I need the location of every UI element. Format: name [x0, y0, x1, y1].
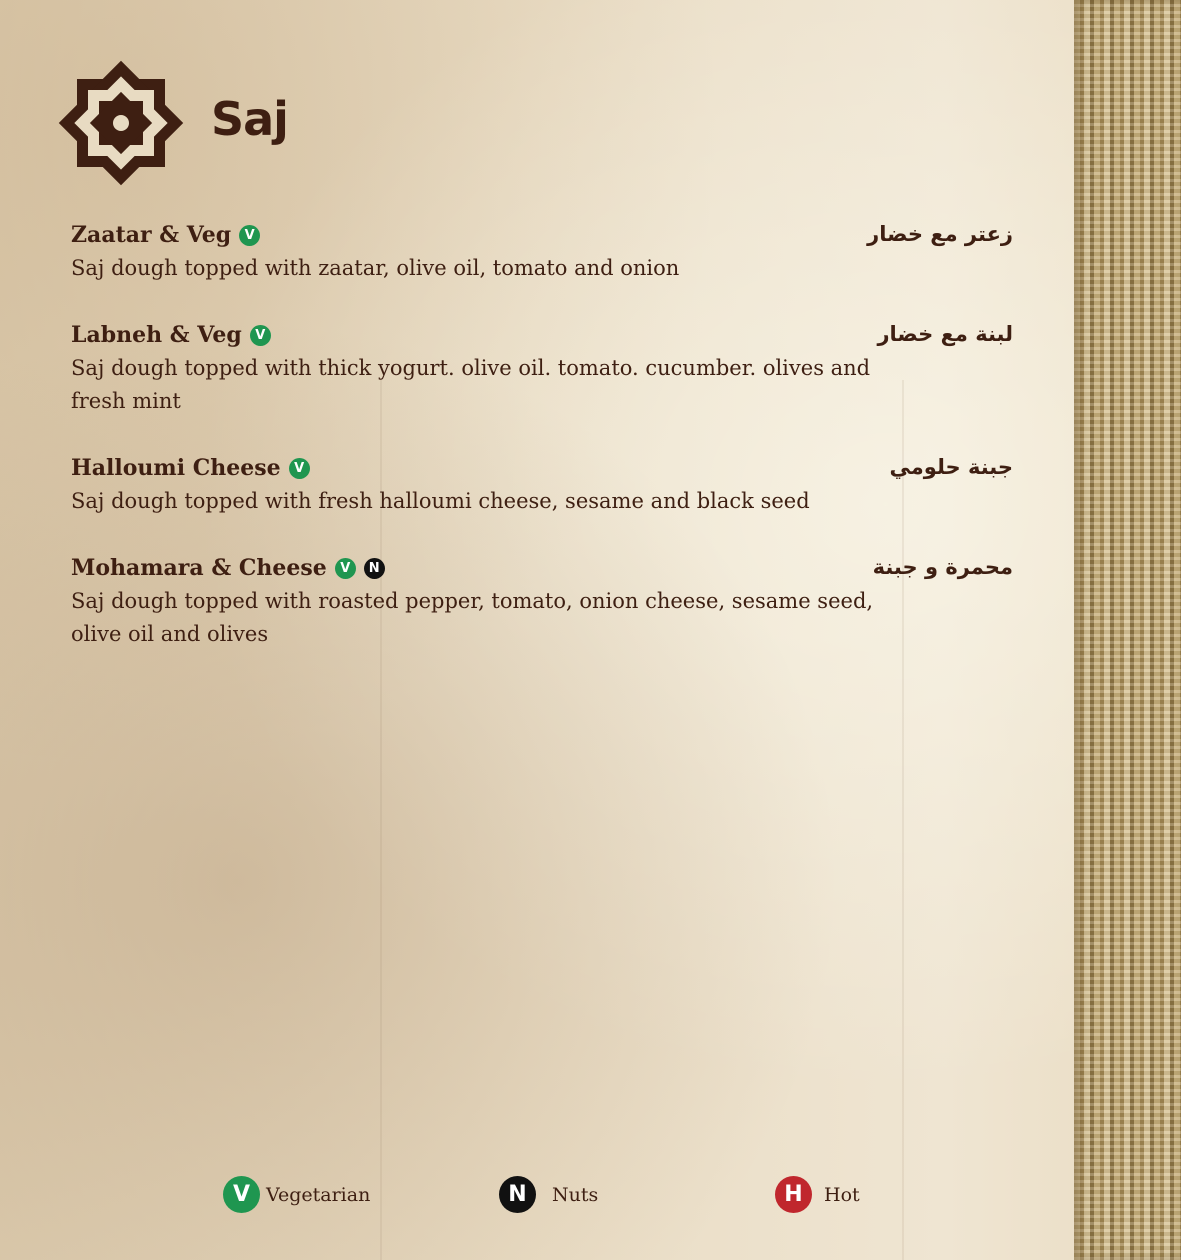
legend-hot [775, 1176, 860, 1213]
item-name-row [71, 222, 260, 248]
hot-icon: H [775, 1176, 812, 1213]
legend-label: Hot [824, 1183, 860, 1206]
nuts-icon: N [499, 1176, 536, 1213]
item-name-row [71, 555, 385, 581]
vegetarian-badge-icon: V [239, 225, 260, 246]
vegetarian-badge-icon: V [289, 458, 310, 479]
item-name: Mohamara & Cheese [71, 555, 327, 581]
item-arabic-name: جبنة حلومي [889, 455, 1013, 479]
item-name-row [71, 455, 310, 481]
vegetarian-badge-icon: V [250, 325, 271, 346]
item-name: Labneh & Veg [71, 322, 242, 348]
item-name-row [71, 322, 271, 348]
item-arabic-name: محمرة و جبنة [872, 555, 1013, 579]
legend-label: Nuts [552, 1183, 599, 1206]
item-name: Zaatar & Veg [71, 222, 232, 248]
item-arabic-name: زعتر مع خضار [867, 222, 1013, 246]
page-binding-edge [1074, 0, 1181, 1260]
vegetarian-icon: V [223, 1176, 260, 1213]
nuts-badge-icon: N [364, 558, 385, 579]
legend-vegetarian [223, 1176, 370, 1213]
legend-label: Vegetarian [266, 1183, 371, 1206]
section-title: Saj [211, 92, 288, 146]
vegetarian-badge-icon: V [335, 558, 356, 579]
legend-nuts [499, 1176, 598, 1213]
item-description: Saj dough topped with thick yogurt. olive oil. tomato. cucumber. olives and fresh mint [71, 356, 871, 413]
item-description: Saj dough topped with roasted pepper, tomato, onion cheese, sesame seed, olive oil and olives [71, 589, 874, 646]
item-name: Halloumi Cheese [71, 455, 281, 481]
item-description: Saj dough topped with fresh halloumi cheese, sesame and black seed [71, 489, 810, 513]
arabesque-star-icon [44, 46, 198, 200]
item-arabic-name: لبنة مع خضار [877, 322, 1013, 346]
item-description: Saj dough topped with zaatar, olive oil, tomato and onion [71, 256, 680, 280]
